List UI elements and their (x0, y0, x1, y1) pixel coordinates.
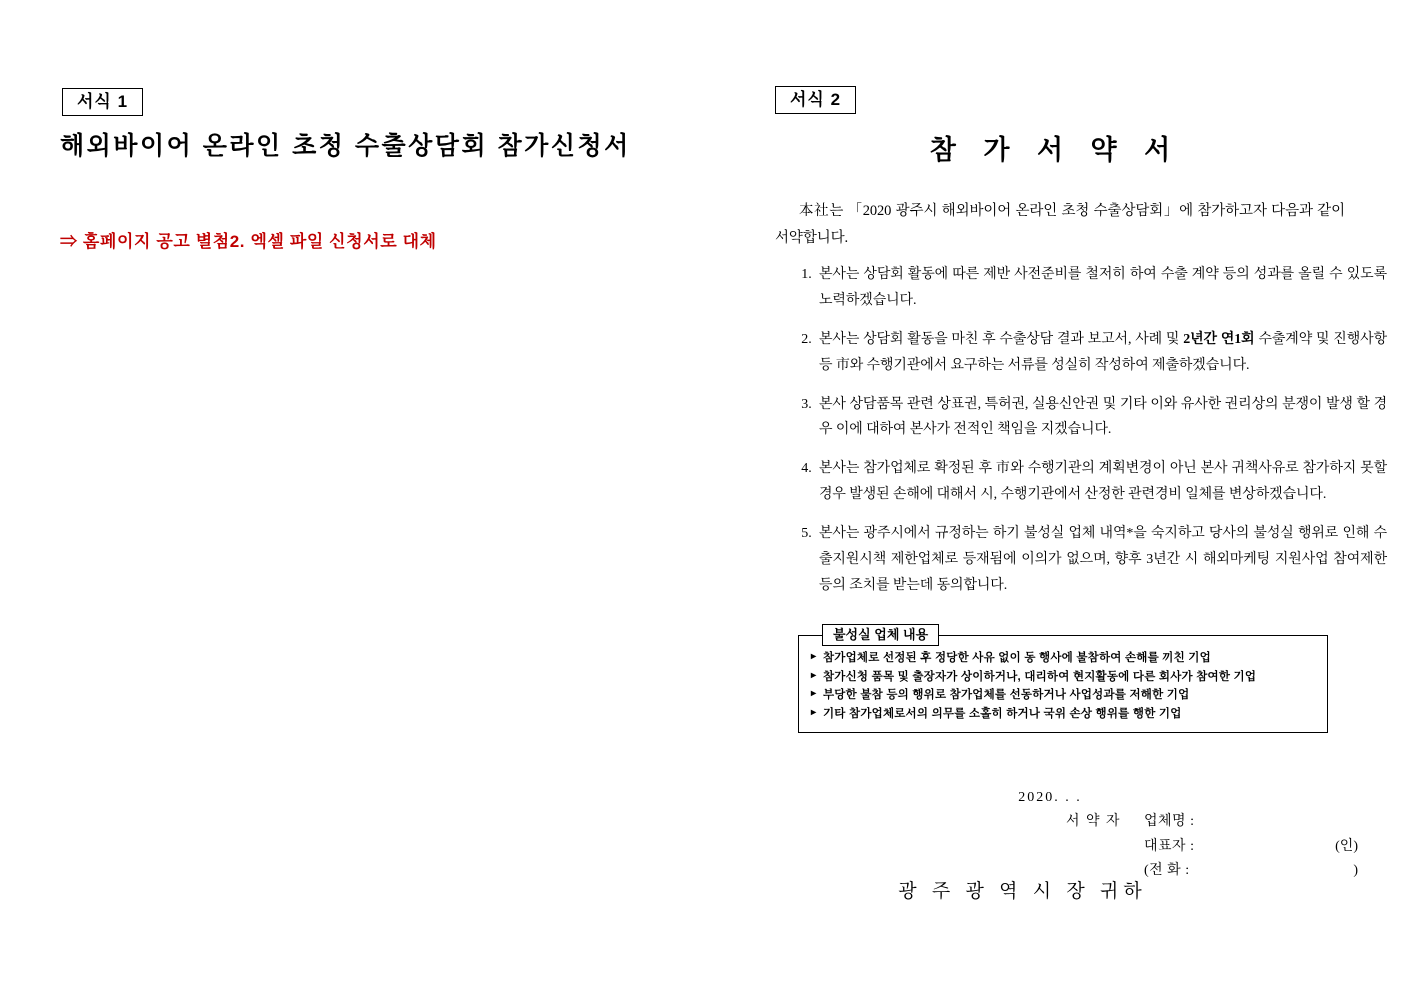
date-line: 2020. . . (1018, 790, 1082, 805)
signature-key: (전 화 : (1144, 863, 1190, 878)
signature-row (1066, 810, 1358, 835)
pledge-clause: 2. 본사는 상담회 활동을 마친 후 수출상담 결과 보고서, 사례 및 2년간 연1회 수출계약 및 진행사항 등 市와 수행기관에서 요구하는 서류를 성실히 작성하여 제출하겠습니다. (815, 327, 1387, 379)
pledge-clause: 3. 본사 상담품목 관련 상표권, 특허권, 실용신안권 및 기타 이와 유사한 권리상의 분쟁이 발생 할 경우 이에 대하여 본사가 전적인 책임을 지겠습니다. (815, 392, 1387, 444)
bad-company-item: ▸ 참가업체로 선정된 후 정당한 사유 없이 동 행사에 불참하여 손해를 끼친 기업 (809, 649, 1317, 668)
signature-key: 대표자 : (1144, 838, 1195, 854)
bad-company-item: ▸ 참가신청 품목 및 출장자가 상이하거나, 대리하여 현지활동에 다른 회사가 참여한 기업 (809, 668, 1317, 687)
form-tag-2: 서식 2 (775, 86, 856, 114)
pledge-clause-list (775, 262, 1387, 612)
addressee-line: 광 주 광 역 시 장 귀하 (898, 881, 1147, 902)
left-form-title: 해외바이어 온라인 초청 수출상담회 참가신청서 (60, 132, 631, 160)
pledge-intro: 本社는 「2020 광주시 해외바이어 온라인 초청 수출상담회」에 참가하고자 다음과 같이 서약합니다. (775, 203, 1345, 246)
signature-row (1066, 835, 1358, 860)
form-tag-1: 서식 1 (62, 88, 143, 116)
bad-company-list (809, 649, 1317, 724)
pledge-clause: 1. 본사는 상담회 활동에 따른 제반 사전준비를 철저히 하여 수출 계약 등의 성과를 올릴 수 있도록 노력하겠습니다. (815, 262, 1387, 314)
pledge-title: 참 가 서 약 서 (929, 135, 1181, 165)
signature-value: ) (1353, 863, 1358, 878)
signature-key: 업체명 : (1144, 814, 1195, 829)
left-form-note: ⇒ 홈페이지 공고 별첨2. 엑셀 파일 신청서로 대체 (60, 232, 437, 251)
pledge-clause: 4. 본사는 참가업체로 확정된 후 市와 수행기관의 계획변경이 아닌 본사 귀책사유로 참가하지 못할 경우 발생된 손해에 대해서 시, 수행기관에서 산정한 관련경비 일체를 변상하겠습니다. (815, 456, 1387, 508)
bad-company-box (798, 635, 1328, 733)
signature-value: (인) (1335, 838, 1358, 854)
signature-value (1240, 810, 1358, 835)
bad-company-box-title: 불성실 업체 내용 (822, 624, 939, 646)
left-form-section (0, 0, 700, 992)
pledge-clause: 5. 본사는 광주시에서 규정하는 하기 불성실 업체 내역*을 숙지하고 당사의 불성실 행위로 인해 수출지원시책 제한업체로 등재됨에 이의가 없으며, 향후 3년간 시 해외마케팅 지원사업 참여제한 등의 조치를 받는데 동의합니다. (815, 521, 1387, 599)
bad-company-item: ▸ 기타 참가업체로서의 의무를 소홀히 하거나 국위 손상 행위를 행한 기업 (809, 705, 1317, 724)
signature-label: 서 약 자 (1066, 814, 1122, 829)
signature-label-spacer (1066, 835, 1144, 860)
signature-block (1066, 810, 1358, 884)
bad-company-item: ▸ 부당한 불참 등의 행위로 참가업체를 선동하거나 사업성과를 저해한 기업 (809, 686, 1317, 705)
